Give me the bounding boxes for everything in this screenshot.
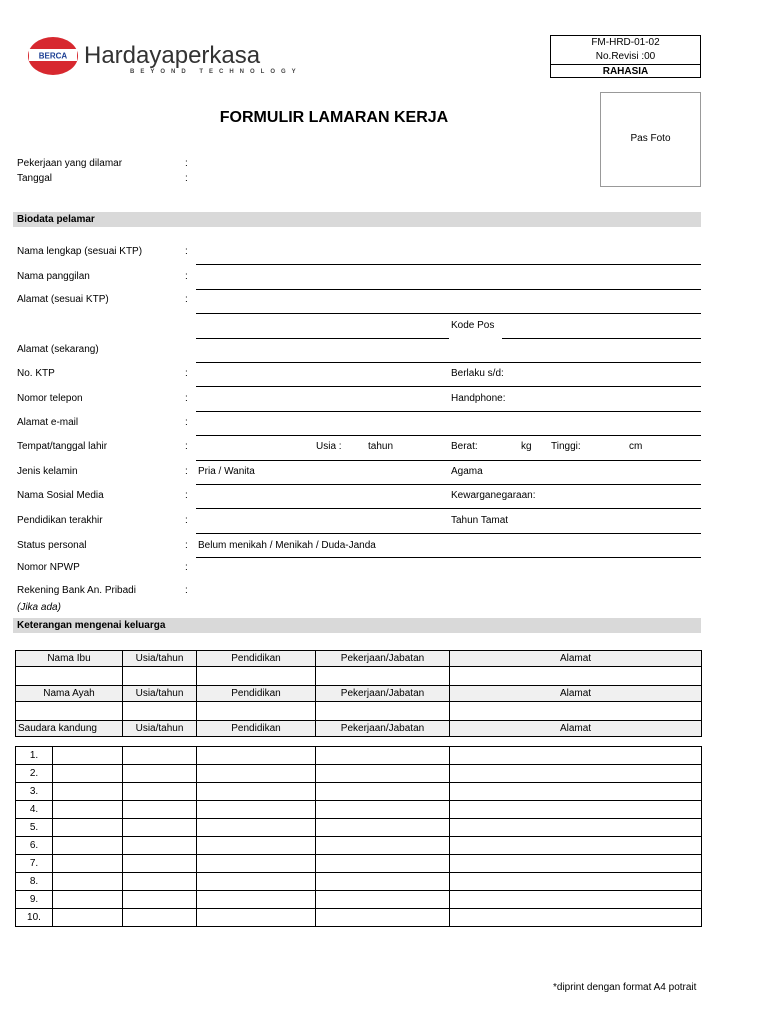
row-number: 3. [16, 783, 53, 801]
page-title: FORMULIR LAMARAN KERJA [219, 109, 449, 126]
phone-field[interactable] [196, 411, 701, 412]
table-cell[interactable] [123, 765, 197, 783]
photo-label: Pas Foto [630, 133, 671, 144]
table-header: Pendidikan [197, 651, 316, 667]
table-cell[interactable] [450, 801, 702, 819]
table-header: Alamat [450, 721, 702, 737]
date-label: Tanggal [17, 173, 53, 184]
table-cell[interactable] [197, 837, 316, 855]
address-current-label: Alamat (sekarang) [17, 344, 99, 355]
full-name-field[interactable] [196, 264, 701, 265]
table-cell[interactable] [123, 837, 197, 855]
table-cell[interactable] [450, 855, 702, 873]
table-cell[interactable] [53, 837, 123, 855]
table-cell[interactable] [316, 837, 450, 855]
address-current-field[interactable] [196, 362, 701, 363]
row-number: 4. [16, 801, 53, 819]
table-cell[interactable] [197, 819, 316, 837]
table-cell[interactable] [450, 891, 702, 909]
height-label: Tinggi: [551, 441, 581, 452]
gender-field[interactable] [196, 484, 701, 485]
graduation-year-label: Tahun Tamat [451, 515, 509, 526]
email-label: Alamat e-mail [17, 417, 79, 428]
table-cell[interactable] [123, 667, 197, 686]
table-cell[interactable] [316, 801, 450, 819]
address-ktp-field-2[interactable] [196, 338, 449, 339]
table-cell[interactable] [123, 747, 197, 765]
social-media-field[interactable] [196, 508, 701, 509]
table-header: Saudara kandung [16, 721, 123, 737]
phone-label: Nomor telepon [17, 393, 83, 404]
table-cell[interactable] [450, 837, 702, 855]
table-cell[interactable] [197, 667, 316, 686]
company-logo [27, 36, 79, 76]
postal-code-field[interactable] [502, 338, 701, 339]
table-cell[interactable] [450, 783, 702, 801]
family-table [15, 650, 702, 737]
table-cell[interactable] [316, 909, 450, 927]
classification-label: RAHASIA [551, 64, 700, 79]
table-cell[interactable] [197, 765, 316, 783]
valid-until-label: Berlaku s/d: [451, 368, 504, 379]
table-cell[interactable] [197, 855, 316, 873]
print-note: *diprint dengan format A4 potrait [553, 982, 697, 993]
table-cell[interactable] [123, 801, 197, 819]
email-field[interactable] [196, 435, 701, 436]
handphone-label: Handphone: [451, 393, 506, 404]
colon: : [185, 393, 188, 404]
table-cell[interactable] [53, 747, 123, 765]
table-cell[interactable] [197, 801, 316, 819]
row-number: 6. [16, 837, 53, 855]
social-media-label: Nama Sosial Media [17, 490, 104, 501]
table-cell[interactable] [316, 855, 450, 873]
colon: : [185, 540, 188, 551]
table-cell[interactable] [316, 873, 450, 891]
cm-label: cm [629, 441, 643, 452]
table-cell[interactable] [123, 891, 197, 909]
table-cell[interactable] [123, 855, 197, 873]
table-header: Usia/tahun [123, 651, 197, 667]
colon: : [185, 515, 188, 526]
ktp-number-field[interactable] [196, 386, 701, 387]
education-label: Pendidikan terakhir [17, 515, 103, 526]
marital-status-options[interactable]: Belum menikah / Menikah / Duda-Janda [198, 540, 376, 551]
table-header: Nama Ibu [16, 651, 123, 667]
sibling-row [16, 837, 702, 855]
table-cell[interactable] [53, 873, 123, 891]
table-cell[interactable] [53, 819, 123, 837]
address-ktp-field[interactable] [196, 313, 701, 314]
ktp-number-label: No. KTP [17, 368, 55, 379]
table-header: Pekerjaan/Jabatan [316, 721, 450, 737]
table-header: Alamat [450, 651, 702, 667]
table-cell[interactable] [53, 855, 123, 873]
revision-number: No.Revisi :00 [595, 51, 656, 62]
table-cell[interactable] [123, 702, 197, 721]
table-cell[interactable] [123, 819, 197, 837]
row-number: 2. [16, 765, 53, 783]
table-cell[interactable] [450, 819, 702, 837]
section-biodata: Biodata pelamar [13, 212, 701, 227]
table-header: Pekerjaan/Jabatan [316, 686, 450, 702]
table-header: Nama Ayah [16, 686, 123, 702]
table-cell[interactable] [197, 873, 316, 891]
table-cell[interactable] [450, 667, 702, 686]
table-cell[interactable] [197, 891, 316, 909]
table-cell[interactable] [53, 909, 123, 927]
table-cell[interactable] [53, 891, 123, 909]
position-label: Pekerjaan yang dilamar [17, 158, 123, 169]
row-number: 7. [16, 855, 53, 873]
row-number: 9. [16, 891, 53, 909]
birth-label: Tempat/tanggal lahir [17, 441, 108, 452]
sibling-row [16, 801, 702, 819]
sibling-row [16, 909, 702, 927]
table-cell[interactable] [16, 702, 123, 721]
age-label: Usia : [316, 441, 342, 452]
table-cell[interactable] [316, 891, 450, 909]
table-cell[interactable] [53, 783, 123, 801]
brand-name: Hardayaperkasa [84, 42, 261, 69]
marital-status-field[interactable] [196, 557, 701, 558]
sibling-table [15, 746, 702, 927]
sibling-row [16, 891, 702, 909]
colon: : [185, 562, 188, 573]
marital-status-label: Status personal [17, 540, 87, 551]
table-cell[interactable] [316, 783, 450, 801]
colon: : [185, 466, 188, 477]
colon: : [185, 158, 188, 169]
table-cell[interactable] [316, 747, 450, 765]
table-header: Alamat [450, 686, 702, 702]
row-number: 8. [16, 873, 53, 891]
table-cell[interactable] [450, 702, 702, 721]
colon: : [185, 368, 188, 379]
sibling-row [16, 783, 702, 801]
citizenship-label: Kewarganegaraan: [451, 490, 536, 501]
bank-account-label: Rekening Bank An. Pribadi [17, 585, 136, 596]
sibling-row [16, 873, 702, 891]
table-cell[interactable] [316, 765, 450, 783]
full-name-label: Nama lengkap (sesuai KTP) [17, 246, 143, 257]
kg-label: kg [521, 441, 532, 452]
mother-row [16, 667, 702, 686]
sibling-row [16, 765, 702, 783]
sibling-row [16, 819, 702, 837]
education-field[interactable] [196, 533, 701, 534]
religion-label: Agama [451, 466, 483, 477]
section-family: Keterangan mengenai keluarga [13, 618, 701, 633]
table-cell[interactable] [450, 765, 702, 783]
table-cell[interactable] [197, 702, 316, 721]
table-cell[interactable] [123, 909, 197, 927]
row-number: 5. [16, 819, 53, 837]
table-header: Pekerjaan/Jabatan [316, 651, 450, 667]
address-ktp-label: Alamat (sesuai KTP) [17, 294, 109, 305]
nickname-field[interactable] [196, 289, 701, 290]
row-number: 1. [16, 747, 53, 765]
document-code: FM-HRD-01-02 [591, 37, 660, 48]
colon: : [185, 585, 188, 596]
weight-label: Berat: [451, 441, 478, 452]
table-header: Usia/tahun [123, 721, 197, 737]
gender-label: Jenis kelamin [17, 466, 78, 477]
postal-code-label: Kode Pos [451, 320, 495, 331]
colon: : [185, 441, 188, 452]
row-number: 10. [16, 909, 53, 927]
gender-options[interactable]: Pria / Wanita [198, 466, 255, 477]
table-cell[interactable] [450, 747, 702, 765]
logo-text: BERCA [38, 51, 68, 61]
birth-field[interactable] [196, 460, 701, 461]
sibling-row [16, 855, 702, 873]
nickname-label: Nama panggilan [17, 271, 90, 282]
document-info-box [550, 35, 701, 78]
father-row [16, 702, 702, 721]
colon: : [185, 490, 188, 501]
mother-header-row [16, 651, 702, 667]
brand-tagline: BEYOND TECHNOLOGY [130, 69, 302, 75]
if-any-note: (Jika ada) [17, 602, 61, 613]
sibling-row [16, 747, 702, 765]
table-cell[interactable] [316, 702, 450, 721]
table-header: Usia/tahun [123, 686, 197, 702]
colon: : [185, 271, 188, 282]
table-cell[interactable] [197, 747, 316, 765]
colon: : [185, 417, 188, 428]
table-cell[interactable] [16, 667, 123, 686]
table-cell[interactable] [123, 873, 197, 891]
table-header: Pendidikan [197, 686, 316, 702]
father-header-row [16, 686, 702, 702]
colon: : [185, 173, 188, 184]
sibling-header-row [16, 721, 702, 737]
table-cell[interactable] [123, 783, 197, 801]
table-cell[interactable] [53, 765, 123, 783]
colon: : [185, 294, 188, 305]
table-cell[interactable] [316, 819, 450, 837]
colon: : [185, 246, 188, 257]
table-cell[interactable] [450, 909, 702, 927]
npwp-label: Nomor NPWP [17, 562, 80, 573]
table-cell[interactable] [197, 783, 316, 801]
table-header: Pendidikan [197, 721, 316, 737]
table-cell[interactable] [197, 909, 316, 927]
table-cell[interactable] [450, 873, 702, 891]
years-label: tahun [368, 441, 394, 452]
table-cell[interactable] [53, 801, 123, 819]
photo-box[interactable] [600, 92, 701, 187]
table-cell[interactable] [316, 667, 450, 686]
